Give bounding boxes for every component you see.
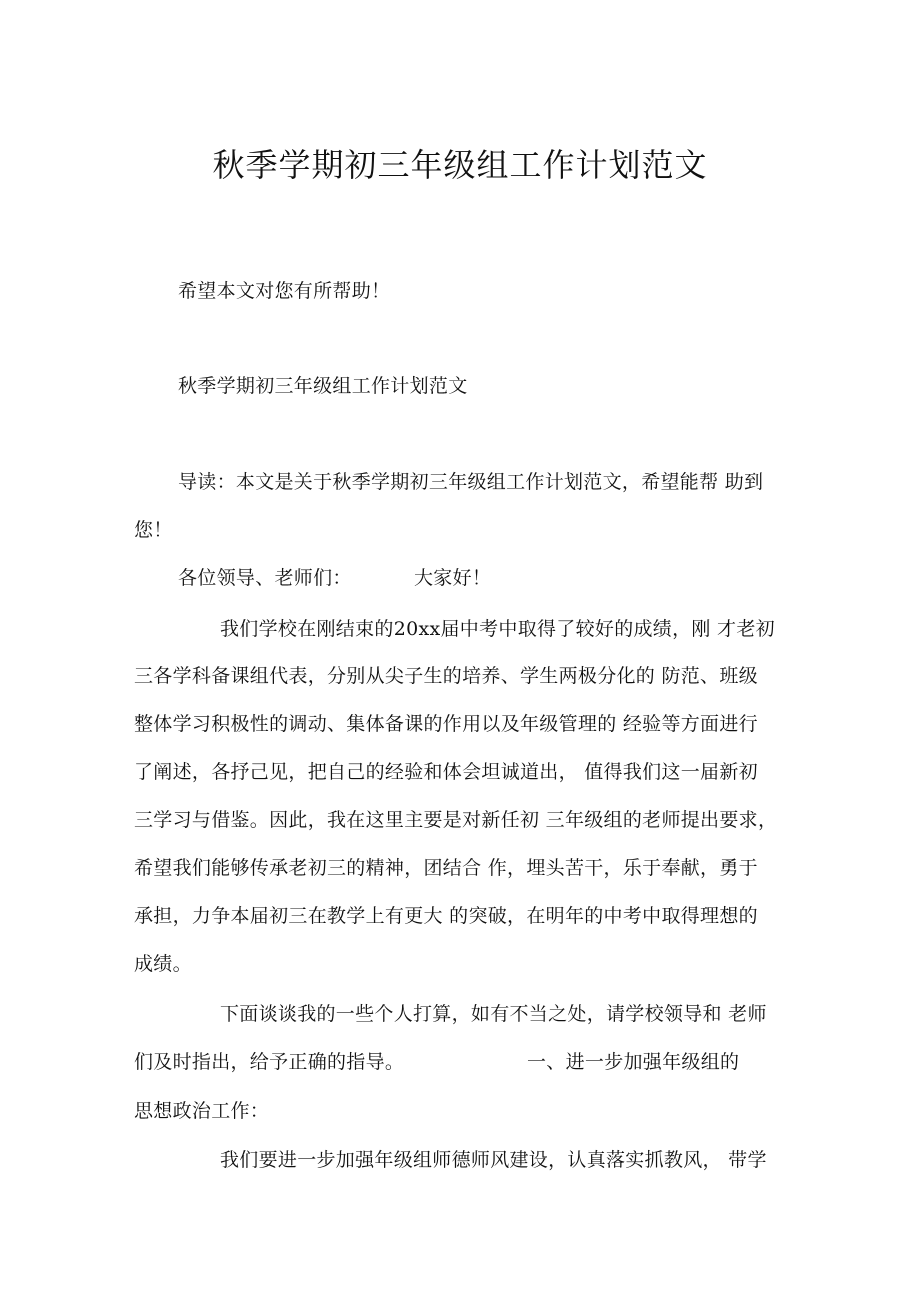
paragraph-2-line-1: 下面谈谈我的一些个人打算，如有不当之处，请学校领导和 老师 xyxy=(220,1003,767,1025)
paragraph-1-line-4: 了阐述，各抒己见，把自己的经验和体会坦诚道出， 值得我们这一届新初 xyxy=(134,761,758,783)
subtitle-text: 秋季学期初三年级组工作计划范文 xyxy=(178,375,468,397)
paragraph-1-line-2: 三各学科备课组代表，分别从尖子生的培养、学生两极分化的 防范、班级 xyxy=(134,665,758,687)
paragraph-1-line-8: 成绩。 xyxy=(134,953,192,975)
lead-line-2: 您！ xyxy=(134,519,173,541)
paragraph-2-line-2a: 们及时指出，给予正确的指导。 xyxy=(134,1051,405,1073)
paragraph-3-line-1: 我们要进一步加强年级组师德师风建设，认真落实抓教风， 带学 xyxy=(220,1149,767,1171)
paragraph-1-line-6: 希望我们能够传承老初三的精神，团结合 作，埋头苦干，乐于奉献，勇于 xyxy=(134,857,758,879)
lead-line-1: 导读：本文是关于秋季学期初三年级组工作计划范文，希望能帮 助到 xyxy=(178,471,764,493)
paragraph-2-line-3: 思想政治工作： xyxy=(134,1100,270,1122)
intro-text: 希望本文对您有所帮助！ xyxy=(178,280,391,302)
paragraph-1-line-5: 三学习与借鉴。因此，我在这里主要是对新任初 三年级组的老师提出要求， xyxy=(134,809,778,831)
greeting-hello: 大家好！ xyxy=(414,567,492,589)
greeting-salutation: 各位领导、老师们： xyxy=(178,567,352,589)
page-title: 秋季学期初三年级组工作计划范文 xyxy=(212,146,708,184)
paragraph-1-line-1: 我们学校在刚结束的20xx届中考中取得了较好的成绩，刚 才老初 xyxy=(220,618,775,640)
section-heading-1: 一、进一步加强年级组的 xyxy=(527,1051,740,1073)
paragraph-1-line-7: 承担，力争本届初三在教学上有更大 的突破，在明年的中考中取得理想的 xyxy=(134,905,758,927)
paragraph-1-line-3: 整体学习积极性的调动、集体备课的作用以及年级管理的 经验等方面进行 xyxy=(134,713,758,735)
